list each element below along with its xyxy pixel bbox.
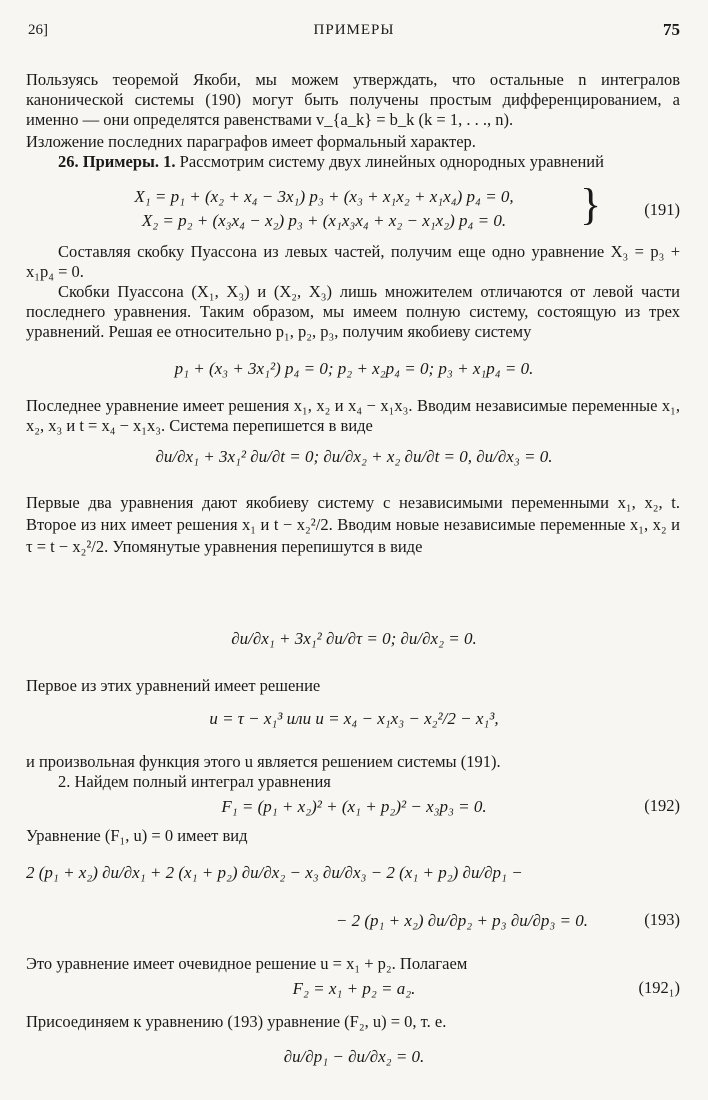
paragraph-bracket-form: Уравнение (F₁, u) = 0 имеет вид	[26, 826, 248, 845]
paragraph-formal-character: Изложение последних параграфов имеет формальный характер.	[26, 132, 476, 151]
item-example-2: 2. Найдем полный интеграл уравнения	[58, 772, 331, 791]
equation-192-1: F₂ = x₁ + p₂ = a₂.	[292, 979, 416, 998]
page-number: 75	[663, 20, 680, 39]
equation-final: ∂u/∂p₁ − ∂u/∂x₂ = 0.	[283, 1047, 425, 1066]
equation-general-solution: u = τ − x₁³ или u = x₄ − x₁x₃ − x₂²/2 − x₁³,	[209, 709, 499, 728]
equation-193-line2: − 2 (p₁ + x₂) ∂u/∂p₂ + p₃ ∂u/∂p₃ = 0.	[335, 911, 588, 930]
equation-number-192-1: (192₁)	[638, 978, 680, 997]
right-brace: }	[580, 180, 602, 229]
equation-192: F₁ = (p₁ + x₂)² + (x₁ + p₂)² − x₃p₃ = 0.	[221, 797, 487, 816]
equation-number-192: (192)	[644, 796, 680, 815]
paragraph-join-equation: Присоединяем к уравнению (193) уравнение (F₂, u) = 0, т. е.	[26, 1012, 447, 1031]
running-title: ПРИМЕРЫ	[313, 22, 395, 38]
paragraph-complete-system: Скобки Пуассона (X₁, X₃) и (X₂, X₃) лишь множителем отличаются от левой части последнего уравнения. Таким образом, мы имеем полную систему, состоящую из трех уравнений. Решая ее относительно p₁, p₂, p₃, получим якобиеву систему	[26, 282, 680, 341]
paragraph-arbitrary-function: и произвольная функция этого u является решением системы (191).	[26, 752, 501, 771]
paragraph-obvious-solution: Это уравнение имеет очевидное решение u = x₁ + p₂. Полагаем	[26, 954, 468, 973]
section-heading: 26. Примеры. 1.	[58, 152, 176, 171]
equation-number-193: (193)	[644, 910, 680, 929]
paragraph-first-solution: Первое из этих уравнений имеет решение	[26, 676, 321, 695]
equation-191-line2: X₂ = p₂ + (x₃x₄ − x₂) p₃ + (x₁x₃x₄ + x₂ − x₁x₂) p₄ = 0.	[141, 211, 507, 230]
paragraph-jacobi-theorem: Пользуясь теоремой Якоби, мы можем утверждать, что остальные n интегралов канонической системы (190) могут быть получены простым дифференцированием, а именно — они определятся равенствами v_{a_k} = b_k (k = 1, . . ., n).	[26, 70, 680, 129]
equation-number-191: (191)	[644, 200, 680, 219]
paragraph-system-intro: Рассмотрим систему двух линейных однородных уравнений	[179, 152, 604, 171]
equation-jacobi-system: p₁ + (x₃ + 3x₁²) p₄ = 0; p₂ + x₂p₄ = 0; p₃ + x₁p₄ = 0.	[174, 359, 534, 378]
section-marker: 26]	[28, 22, 48, 38]
section-examples-intro	[26, 152, 680, 172]
paragraph-poisson-bracket: Составляя скобку Пуассона из левых частей, получим еще одно уравнение X₃ = p₃ + x₁p₄ = 0.	[26, 242, 680, 281]
equation-193-line1: 2 (p₁ + x₂) ∂u/∂x₁ + 2 (x₁ + p₂) ∂u/∂x₂ − x₃ ∂u/∂x₃ − 2 (x₁ + p₂) ∂u/∂p₁ −	[26, 863, 523, 882]
paragraph-second-reduction: Первые два уравнения дают якобиеву систему с независимыми переменными x₁, x₂, t. Второе из них имеет решения x₁ и t − x₂²/2. Вводим новые независимые переменные x₁, x₂ и τ = t − x₂²/2. Упомянутые уравнения перепишутся в виде	[26, 493, 680, 556]
equation-191-line1: X₁ = p₁ + (x₂ + x₄ − 3x₁) p₃ + (x₃ + x₁x₂ + x₁x₄) p₄ = 0,	[134, 187, 514, 206]
equation-rewritten-system: ∂u/∂x₁ + 3x₁² ∂u/∂t = 0; ∂u/∂x₂ + x₂ ∂u/∂t = 0, ∂u/∂x₃ = 0.	[155, 447, 553, 466]
paragraph-new-variables: Последнее уравнение имеет решения x₁, x₂ и x₄ − x₁x₃. Вводим независимые переменные x₁, x₂, x₃ и t = x₄ − x₁x₃. Система перепишется в виде	[26, 396, 680, 435]
equation-rewritten-system-tau: ∂u/∂x₁ + 3x₁² ∂u/∂τ = 0; ∂u/∂x₂ = 0.	[231, 629, 477, 648]
